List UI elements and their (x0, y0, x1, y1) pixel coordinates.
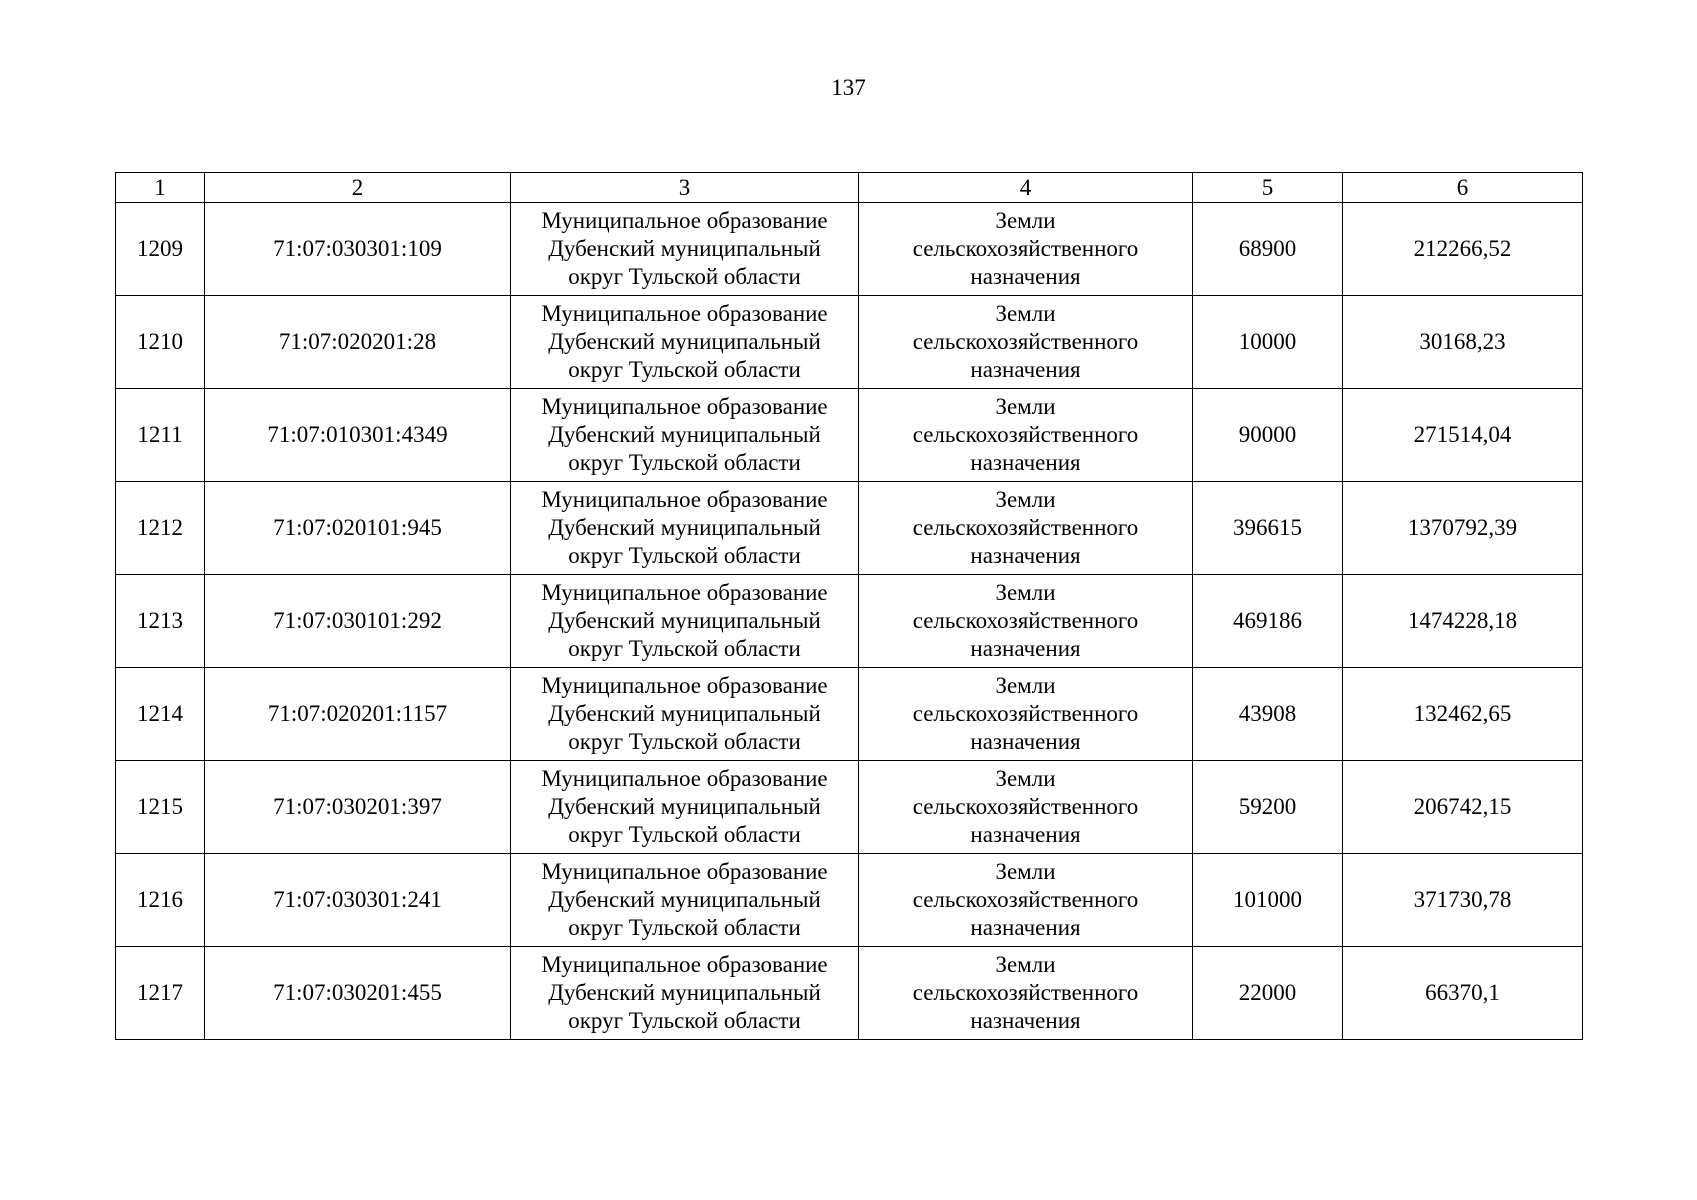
table-row (116, 854, 1583, 947)
cadastral-number-cell: 71:07:020201:28 (205, 296, 511, 389)
table-row (116, 947, 1583, 1040)
cadastral-value-cell: 271514,04 (1343, 389, 1583, 482)
cadastral-value-cell: 66370,1 (1343, 947, 1583, 1040)
table-row (116, 203, 1583, 296)
cadastral-number-cell: 71:07:020201:1157 (205, 668, 511, 761)
cadastral-value-cell: 206742,15 (1343, 761, 1583, 854)
row-number-cell: 1210 (116, 296, 205, 389)
header-row (116, 173, 1583, 203)
owner-cell: Муниципальное образование Дубенский муниципальный округ Тульской области (511, 761, 859, 854)
row-number-cell: 1217 (116, 947, 205, 1040)
owner-cell: Муниципальное образование Дубенский муниципальный округ Тульской области (511, 482, 859, 575)
cadastral-number-cell: 71:07:030301:109 (205, 203, 511, 296)
header-col-5: 5 (1193, 173, 1343, 203)
cadastral-number-cell: 71:07:030201:397 (205, 761, 511, 854)
cadastral-number-cell: 71:07:030101:292 (205, 575, 511, 668)
owner-cell: Муниципальное образование Дубенский муниципальный округ Тульской области (511, 389, 859, 482)
area-cell: 10000 (1193, 296, 1343, 389)
header-col-1: 1 (116, 173, 205, 203)
owner-cell: Муниципальное образование Дубенский муниципальный округ Тульской области (511, 854, 859, 947)
land-category-cell: Земли сельскохозяйственного назначения (859, 482, 1193, 575)
area-cell: 22000 (1193, 947, 1343, 1040)
cadastral-value-cell: 1370792,39 (1343, 482, 1583, 575)
row-number-cell: 1212 (116, 482, 205, 575)
row-number-cell: 1216 (116, 854, 205, 947)
table-row (116, 761, 1583, 854)
area-cell: 469186 (1193, 575, 1343, 668)
table-row (116, 389, 1583, 482)
cadastral-number-cell: 71:07:020101:945 (205, 482, 511, 575)
table-row (116, 296, 1583, 389)
row-number-cell: 1211 (116, 389, 205, 482)
row-number-cell: 1215 (116, 761, 205, 854)
cadastral-number-cell: 71:07:010301:4349 (205, 389, 511, 482)
cadastral-value-cell: 1474228,18 (1343, 575, 1583, 668)
row-number-cell: 1209 (116, 203, 205, 296)
page-number: 137 (831, 75, 866, 100)
area-cell: 43908 (1193, 668, 1343, 761)
table-body (116, 203, 1583, 1040)
owner-cell: Муниципальное образование Дубенский муниципальный округ Тульской области (511, 668, 859, 761)
land-category-cell: Земли сельскохозяйственного назначения (859, 296, 1193, 389)
land-category-cell: Земли сельскохозяйственного назначения (859, 389, 1193, 482)
cadastral-value-cell: 132462,65 (1343, 668, 1583, 761)
land-category-cell: Земли сельскохозяйственного назначения (859, 575, 1193, 668)
land-category-cell: Земли сельскохозяйственного назначения (859, 761, 1193, 854)
cadastral-number-cell: 71:07:030301:241 (205, 854, 511, 947)
header-col-2: 2 (205, 173, 511, 203)
row-number-cell: 1214 (116, 668, 205, 761)
owner-cell: Муниципальное образование Дубенский муниципальный округ Тульской области (511, 296, 859, 389)
land-category-cell: Земли сельскохозяйственного назначения (859, 668, 1193, 761)
table-row (116, 668, 1583, 761)
area-cell: 101000 (1193, 854, 1343, 947)
header-col-4: 4 (859, 173, 1193, 203)
area-cell: 68900 (1193, 203, 1343, 296)
area-cell: 90000 (1193, 389, 1343, 482)
cadastral-value-cell: 212266,52 (1343, 203, 1583, 296)
header-col-6: 6 (1343, 173, 1583, 203)
land-category-cell: Земли сельскохозяйственного назначения (859, 854, 1193, 947)
owner-cell: Муниципальное образование Дубенский муниципальный округ Тульской области (511, 947, 859, 1040)
header-col-3: 3 (511, 173, 859, 203)
owner-cell: Муниципальное образование Дубенский муниципальный округ Тульской области (511, 575, 859, 668)
table-row (116, 482, 1583, 575)
table-row (116, 575, 1583, 668)
cadastral-number-cell: 71:07:030201:455 (205, 947, 511, 1040)
table-header (116, 173, 1583, 203)
row-number-cell: 1213 (116, 575, 205, 668)
area-cell: 59200 (1193, 761, 1343, 854)
land-category-cell: Земли сельскохозяйственного назначения (859, 947, 1193, 1040)
cadastral-value-cell: 30168,23 (1343, 296, 1583, 389)
area-cell: 396615 (1193, 482, 1343, 575)
owner-cell: Муниципальное образование Дубенский муниципальный округ Тульской области (511, 203, 859, 296)
land-category-cell: Земли сельскохозяйственного назначения (859, 203, 1193, 296)
cadastral-value-cell: 371730,78 (1343, 854, 1583, 947)
land-plots-table (115, 172, 1583, 1040)
